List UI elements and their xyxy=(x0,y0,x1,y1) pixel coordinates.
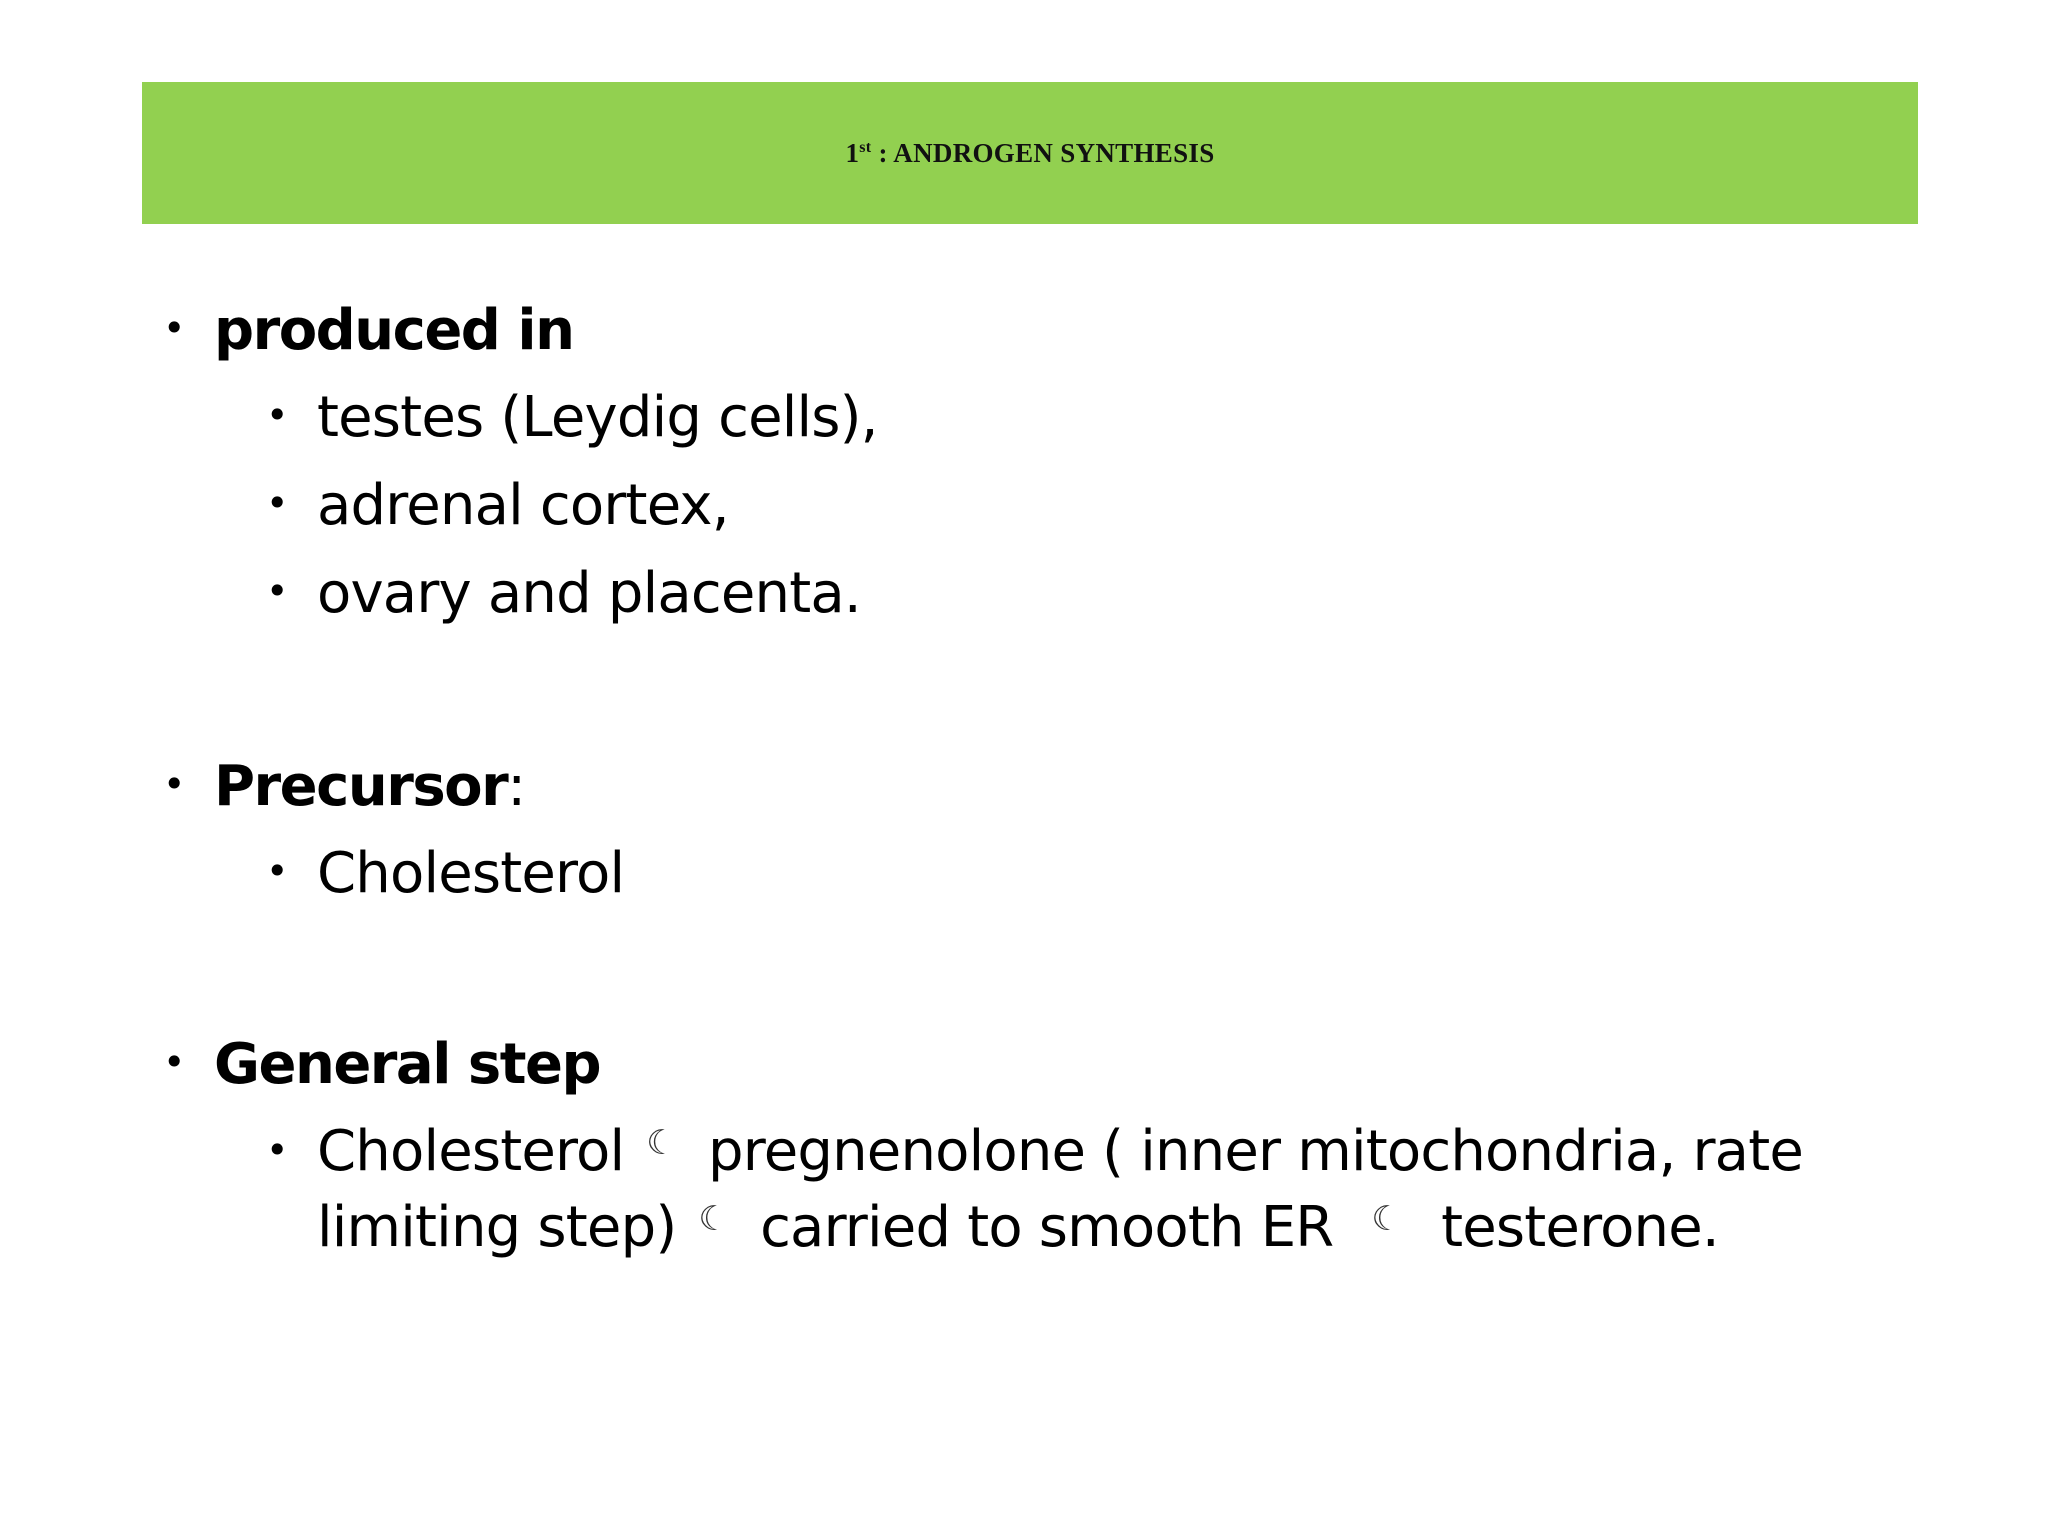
list-item: adrenal cortex, xyxy=(317,473,729,538)
title-number: 1 xyxy=(845,137,860,168)
bullet-icon: • xyxy=(163,1040,186,1084)
title-rest: : ANDROGEN SYNTHESIS xyxy=(871,137,1215,168)
bullet-icon: • xyxy=(266,481,289,525)
step-limiting: limiting step) xyxy=(317,1195,677,1260)
list-item: Cholesterol xyxy=(317,841,625,906)
section-heading-produced-in: produced in xyxy=(214,298,574,363)
title-superscript: st xyxy=(859,138,872,156)
section-heading-general-step: General step xyxy=(214,1032,601,1097)
step-cholesterol: Cholesterol xyxy=(317,1119,625,1184)
moon-arrow-icon: ☾ xyxy=(698,1199,729,1239)
step-testerone: testerone. xyxy=(1441,1195,1719,1260)
general-step-line-2 xyxy=(317,1195,1719,1260)
bullet-icon: • xyxy=(163,762,186,806)
bullet-icon: • xyxy=(266,393,289,437)
step-pregnenolone: pregnenolone ( inner mitochondria, rate xyxy=(707,1119,1804,1184)
precursor-colon: : xyxy=(507,754,525,819)
step-carried: carried to smooth ER xyxy=(760,1195,1334,1260)
general-step-line-1 xyxy=(317,1119,1804,1184)
section-heading-precursor xyxy=(214,754,525,819)
bullet-icon: • xyxy=(163,306,186,350)
list-item: testes (Leydig cells), xyxy=(317,385,878,450)
bullet-icon: • xyxy=(266,1128,289,1172)
bullet-icon: • xyxy=(266,849,289,893)
bullet-icon: • xyxy=(266,569,289,613)
precursor-label: Precursor xyxy=(214,754,508,819)
moon-arrow-icon: ☾ xyxy=(1371,1199,1402,1239)
moon-arrow-icon: ☾ xyxy=(646,1123,676,1163)
list-item: ovary and placenta. xyxy=(317,561,861,626)
